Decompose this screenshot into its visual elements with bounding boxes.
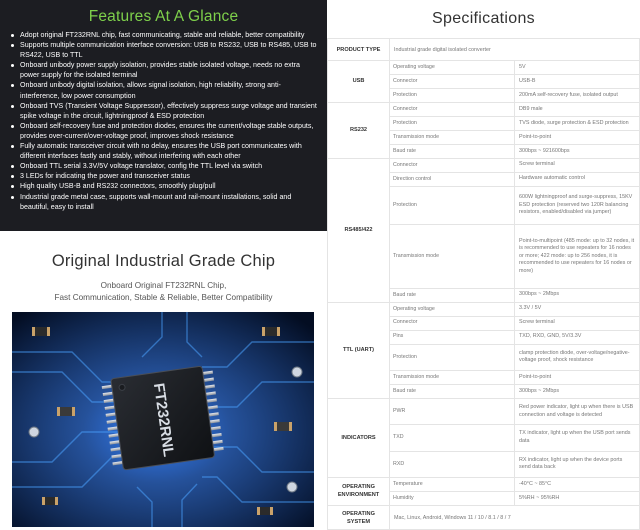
spec-value: -40°C ~ 85°C [515, 477, 640, 491]
chip-photo [12, 312, 314, 527]
spec-label: RXD [390, 451, 515, 477]
specifications-title: Specifications [432, 10, 535, 27]
table-row [328, 61, 640, 75]
spec-label: Direction control [390, 172, 515, 186]
table-row [328, 302, 640, 316]
spec-value: TXD, RXD, GND, 5V/3.3V [515, 330, 640, 344]
spec-category: PRODUCT TYPE [328, 39, 390, 61]
spec-label: Connector [390, 74, 515, 88]
spec-category: INDICATORS [328, 398, 390, 477]
spec-label: Baud rate [390, 288, 515, 302]
specifications-table [327, 38, 640, 530]
table-row [328, 158, 640, 172]
feature-item: Supports multiple communication interface conversion: USB to RS232, USB to RS485, USB to RS422, USB to TTL [10, 40, 317, 60]
spec-label: Operating voltage [390, 61, 515, 75]
spec-value: 300bps ~ 921600bps [515, 144, 640, 158]
spec-label: Pins [390, 330, 515, 344]
spec-category: USB [328, 61, 390, 103]
feature-item: Industrial grade metal case, supports wall-mount and rail-mount installations, solid and beautiful, easy to install [10, 192, 317, 212]
spec-value: 3.3V / 5V [515, 302, 640, 316]
spec-value: Screw terminal [515, 316, 640, 330]
table-row [328, 102, 640, 116]
spec-label: Transmission mode [390, 225, 515, 288]
spec-value: Point-to-point [515, 130, 640, 144]
spec-label: Protection [390, 116, 515, 130]
spec-value: Mac, Linux, Android, Windows 11 / 10 / 8.1 / 8 / 7 [390, 506, 640, 530]
spec-value: 300bps ~ 2Mbps [515, 288, 640, 302]
chip-section [0, 231, 327, 530]
feature-item: Onboard unibody digital isolation, allows signal isolation, high reliability, strong anti-interference, low power consumption [10, 80, 317, 100]
spec-label: Protection [390, 344, 515, 370]
table-row [328, 506, 640, 530]
spec-label: Humidity [390, 491, 515, 505]
spec-value: 600W lightningproof and surge-suppress, 15KV ESD protection (reserved two 120R balancing resistors, enabled/disabled via jumper) [515, 186, 640, 225]
spec-value: 5%RH ~ 95%RH [515, 491, 640, 505]
spec-value: Hardware automatic control [515, 172, 640, 186]
features-panel [0, 0, 327, 231]
spec-label: Protection [390, 186, 515, 225]
spec-value: USB-B [515, 74, 640, 88]
features-list [10, 30, 317, 212]
spec-label: Transmission mode [390, 370, 515, 384]
spec-value: TVS diode, surge protection & ESD protection [515, 116, 640, 130]
feature-item: Fully automatic transceiver circuit with no delay, ensures the USB port communicates with different interfaces fastly and stably, without interfering with each other [10, 141, 317, 161]
spec-value: DB9 male [515, 102, 640, 116]
feature-item: Onboard self-recovery fuse and protection diodes, ensures the current/voltage stable outputs, provides over-current/over-voltage proof, improves shock resistance [10, 121, 317, 141]
spec-label: Transmission mode [390, 130, 515, 144]
spec-value: Point-to-multipoint (485 mode: up to 32 nodes, it is recommended to use repeaters for 16 nodes or more; 422 mode: up to 256 nodes, it is recommended to use repeaters for 16 nodes or more) [515, 225, 640, 288]
chip-section-subtitle-2: Fast Communication, Stable & Reliable, Better Compatibility [54, 293, 273, 302]
chip-marking: FT232RNL [149, 382, 178, 458]
spec-label: Operating voltage [390, 302, 515, 316]
spec-value: Screw terminal [515, 158, 640, 172]
feature-item: 3 LEDs for indicating the power and transceiver status [10, 171, 317, 181]
spec-value: Red power indicator, light up when there is USB connection and voltage is detected [515, 398, 640, 424]
spec-value: TX indicator, light up when the USB port sends data [515, 425, 640, 451]
spec-category: OPERATING ENVIRONMENT [328, 477, 390, 505]
spec-label: TXD [390, 425, 515, 451]
features-title: Features At A Glance [88, 8, 239, 25]
spec-label: Connector [390, 158, 515, 172]
spec-label: Temperature [390, 477, 515, 491]
spec-value: 200mA self-recovery fuse, isolated output [515, 88, 640, 102]
feature-item: Adopt original FT232RNL chip, fast communicating, stable and reliable, better compatibility [10, 30, 317, 40]
table-row [328, 477, 640, 491]
chip-section-title: Original Industrial Grade Chip [51, 252, 276, 270]
spec-label: Connector [390, 316, 515, 330]
spec-value: Point-to-point [515, 370, 640, 384]
feature-item: Onboard unibody power supply isolation, provides stable isolated voltage, needs no extra power supply for the isolated terminal [10, 60, 317, 80]
spec-value: clamp protection diode, over-voltage/negative-voltage proof, shock resistance [515, 344, 640, 370]
feature-item: High quality USB-B and RS232 connectors, smoothly plug/pull [10, 181, 317, 191]
spec-category: RS485/422 [328, 158, 390, 302]
table-row [328, 39, 640, 61]
spec-category: RS232 [328, 102, 390, 158]
chip-section-subtitle-1: Onboard Original FT232RNL Chip, [100, 281, 227, 290]
spec-category: OPERATING SYSTEM [328, 506, 390, 530]
spec-label: PWR [390, 398, 515, 424]
spec-value: 5V [515, 61, 640, 75]
spec-label: Connector [390, 102, 515, 116]
specifications-panel [327, 0, 640, 530]
feature-item: Onboard TVS (Transient Voltage Suppressor), effectively suppress surge voltage and transient spike voltage in the circuit, lightningproof & ESD protection [10, 101, 317, 121]
feature-item: Onboard TTL serial 3.3V/5V voltage translator, config the TTL level via switch [10, 161, 317, 171]
spec-label: Protection [390, 88, 515, 102]
table-row [328, 398, 640, 424]
spec-value: Industrial grade digital isolated converter [390, 39, 640, 61]
spec-label: Baud rate [390, 144, 515, 158]
spec-value: 300bps ~ 2Mbps [515, 384, 640, 398]
spec-label: Baud rate [390, 384, 515, 398]
spec-category: TTL (UART) [328, 302, 390, 398]
spec-value: RX indicator, light up when the device ports send data back [515, 451, 640, 477]
